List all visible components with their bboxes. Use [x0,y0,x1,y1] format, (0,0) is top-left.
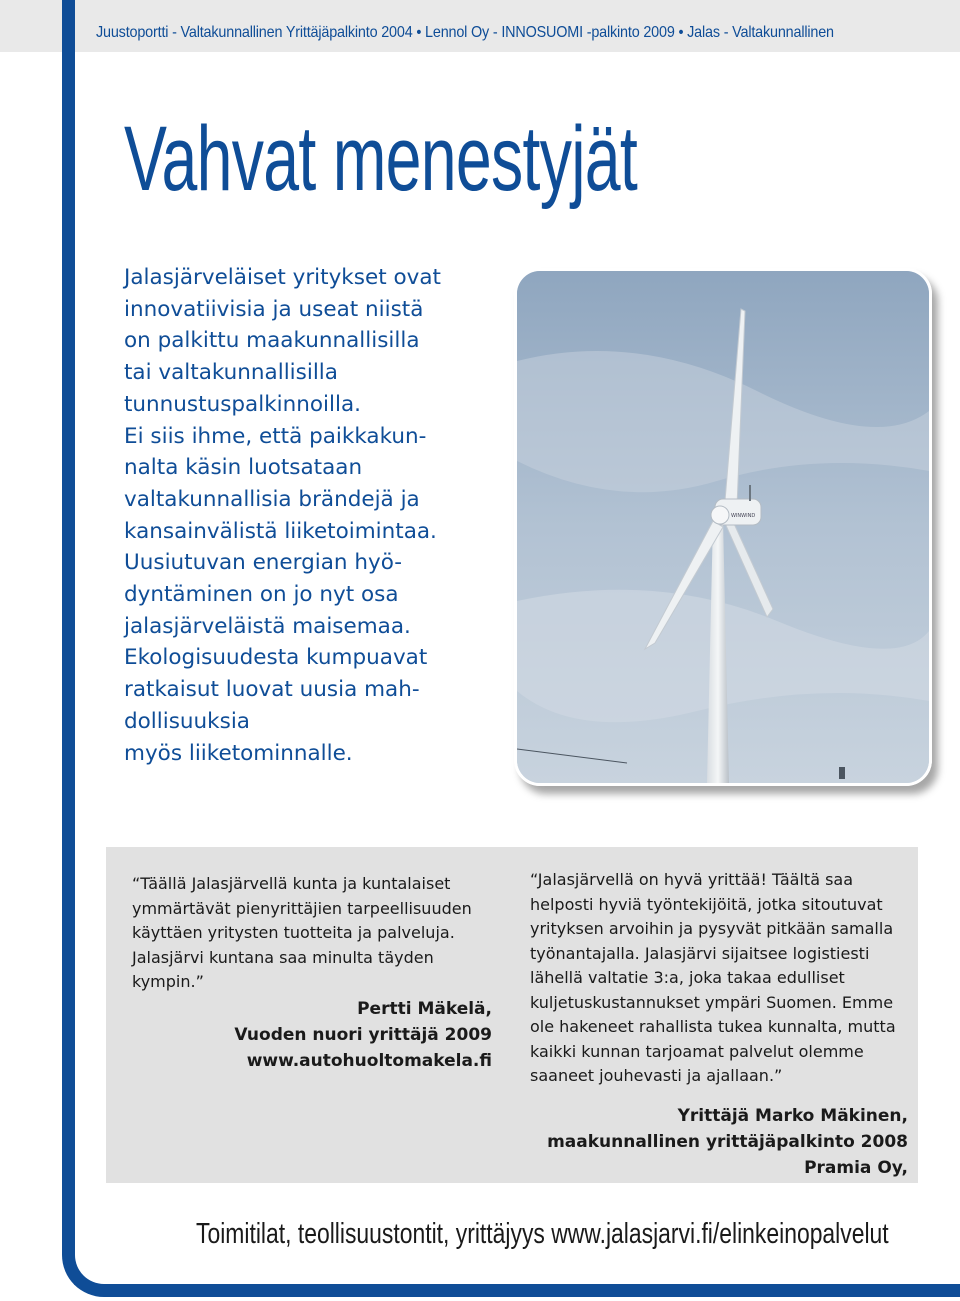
footer-tagline: Toimitilat, teollisuustontit, yrittäjyys www.jalasjarvi.fi/elinkeinopalvelut [196,1218,889,1250]
testimonial-right [530,868,910,1089]
intro-line: myös liiketominnalle. [124,740,353,766]
wind-turbine-illustration [517,271,929,783]
intro-line: Ei siis ihme, että paikkakun- [124,423,427,449]
signature-line: Yrittäjä Marko Mäkinen, [677,1106,908,1126]
nacelle-mast [749,485,751,501]
signature-website: www.autohuoltomakela.fi [246,1051,492,1071]
intro-line: ratkaisut luovat uusia mah- [124,677,420,703]
quote-line: työnantajalla. Jalasjärvi sijaitsee logistiesti [530,943,870,963]
quote-line: “Jalasjärvellä on hyvä yrittää! Täältä saa [530,870,854,889]
intro-line: jalasjärveläistä maisemaa. [124,613,411,639]
quote-line: Jalasjärvi kuntana saa minulta täyden [132,947,434,967]
intro-line: Ekologisuudesta kumpuavat [124,645,428,671]
intro-line: Jalasjärveläiset yritykset ovat [124,265,441,290]
quote-line: “Täällä Jalasjärvellä kunta ja kuntalaiset [132,874,451,893]
intro-line: dollisuuksia [124,708,250,734]
top-ticker-text: Juustoportti - Valtakunnallinen Yrittäjäpalkinto 2004 • Lennol Oy - INNOSUOMI -palkinto 2009 • Jalas - Valtakunnallinen [96,24,834,41]
quote-line: ymmärtävät pienyrittäjien tarpeellisuuden [132,898,472,918]
intro-line: valtakunnallisia brändejä ja [124,486,420,512]
nacelle-logo-text: WINWIND [731,513,756,519]
turbine-hub [711,506,729,524]
intro-line: kansainvälistä liiketoimintaa. [124,518,437,544]
intro-line: tai valtakunnallisilla [124,360,338,386]
testimonial-right-signature [500,1103,908,1181]
wind-turbine-photo [514,268,932,786]
intro-line: on palkittu maakunnallisilla [124,328,420,354]
quote-line: saaneet jouhevasti ja ajallaan.” [530,1066,783,1085]
intro-line: Uusiutuvan energian hyö- [124,550,403,576]
quote-line: käyttäen yritysten tuotteita ja palveluja. [132,923,455,942]
intro-line: innovatiivisia ja useat niistä [124,296,424,322]
testimonial-left [132,872,492,995]
distant-tree [839,767,845,779]
quote-line: lähellä valtatie 3:a, joka takaa edulliset [530,968,845,987]
signature-line: Pramia Oy, [804,1158,908,1178]
quote-line: helposti hyviä työntekijöitä, jotka sitoutuvat [530,894,883,914]
intro-line: nalta käsin luotsataan [124,455,363,481]
signature-line: Pertti Mäkelä, [357,999,492,1019]
testimonial-left-signature [200,996,492,1074]
quote-line: ole hakeneet rahallista tukea kunnalta, mutta [530,1017,896,1036]
signature-line: maakunnallinen yrittäjäpalkinto 2008 [547,1132,908,1152]
quote-line: yrityksen arvoihin ja pysyvät pitkään samalla [530,919,894,938]
intro-line: dyntäminen on jo nyt osa [124,582,399,608]
intro-line: tunnustuspalkinnoilla. [124,391,361,417]
quote-line: kympin.” [132,972,204,991]
quote-line: kaikki kunnan tarjoamat palvelut olemme [530,1041,864,1061]
page-title: Vahvat menestyjät [124,108,638,210]
intro-paragraph [124,262,544,769]
signature-line: Vuoden nuori yrittäjä 2009 [234,1025,492,1045]
quote-line: kuljetuskustannukset ympäri Suomen. Emme [530,992,894,1012]
